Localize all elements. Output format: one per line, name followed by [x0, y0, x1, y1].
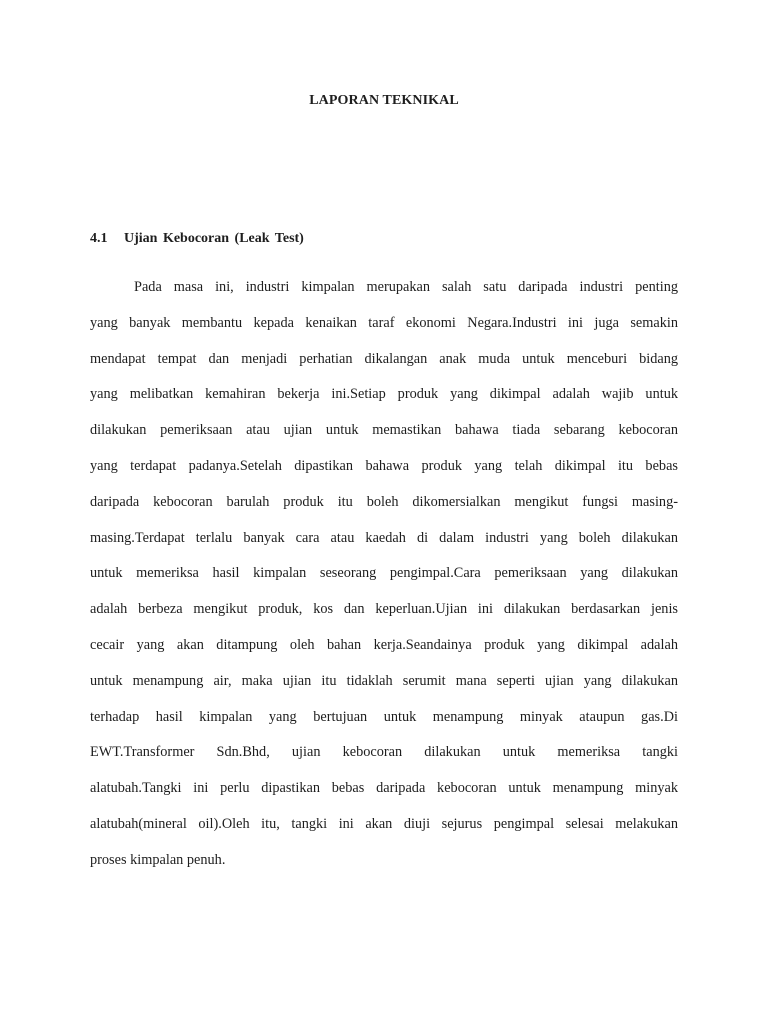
paragraph-line: yang banyak membantu kepada kenaikan taraf ekonomi Negara.Industri ini juga semakin [90, 314, 678, 331]
paragraph-line: Pada masa ini, industri kimpalan merupakan salah satu daripada industri penting [134, 279, 678, 295]
paragraph-line: dilakukan pemeriksaan atau ujian untuk memastikan bahawa tiada sebarang kebocoran [90, 422, 678, 439]
body-paragraph [90, 277, 678, 886]
paragraph-line: untuk memeriksa hasil kimpalan seseorang pengimpal.Cara pemeriksaan yang dilakukan [90, 565, 678, 582]
paragraph-line: proses kimpalan penuh. [90, 851, 226, 868]
paragraph-line: adalah berbeza mengikut produk, kos dan keperluan.Ujian ini dilakukan berdasarkan jenis [90, 601, 678, 618]
paragraph-line: cecair yang akan ditampung oleh bahan kerja.Seandainya produk yang dikimpal adalah [90, 636, 678, 653]
section-heading-text: Ujian Kebocoran (Leak Test) [124, 231, 304, 246]
paragraph-line: yang melibatkan kemahiran bekerja ini.Setiap produk yang dikimpal adalah wajib untuk [90, 386, 678, 403]
paragraph-line: alatubah(mineral oil).Oleh itu, tangki ini akan diuji sejurus pengimpal selesai melakukan [90, 815, 678, 832]
paragraph-line: mendapat tempat dan menjadi perhatian dikalangan anak muda untuk menceburi bidang [90, 350, 678, 367]
paragraph-line: masing.Terdapat terlalu banyak cara atau kaedah di dalam industri yang boleh dilakukan [90, 529, 678, 546]
paragraph-line: EWT.Transformer Sdn.Bhd, ujian kebocoran dilakukan untuk memeriksa tangki [90, 744, 678, 761]
document-title: LAPORAN TEKNIKAL [309, 93, 459, 108]
paragraph-line: terhadap hasil kimpalan yang bertujuan untuk menampung minyak ataupun gas.Di [90, 708, 678, 725]
section-number: 4.1 [90, 231, 108, 246]
paragraph-line: daripada kebocoran barulah produk itu boleh dikomersialkan mengikut fungsi masing- [90, 493, 678, 510]
paragraph-line: alatubah.Tangki ini perlu dipastikan bebas daripada kebocoran untuk menampung minyak [90, 780, 678, 797]
paragraph-line: yang terdapat padanya.Setelah dipastikan bahawa produk yang telah dikimpal itu bebas [90, 457, 678, 474]
paragraph-line: untuk menampung air, maka ujian itu tidaklah serumit mana seperti ujian yang dilakukan [90, 672, 678, 689]
section-heading [90, 231, 304, 247]
